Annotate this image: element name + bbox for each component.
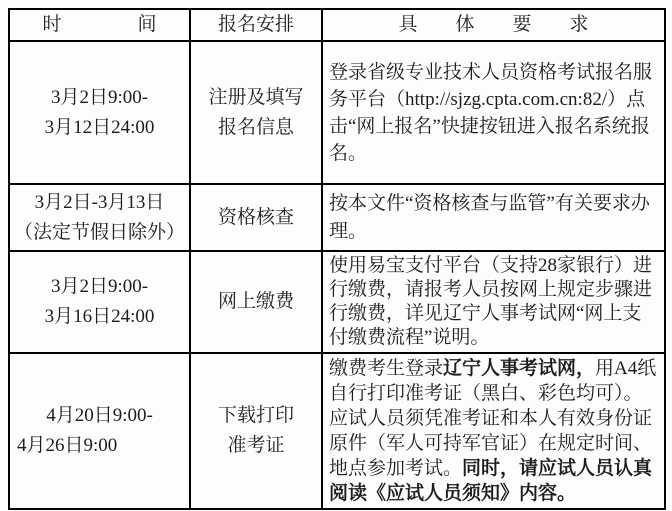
cell-time-register bbox=[9, 41, 190, 184]
table-row-qualification-check bbox=[9, 184, 665, 251]
time-line-1: 3月2日9:00- bbox=[50, 276, 149, 297]
requirement-text bbox=[323, 354, 664, 508]
time-line-1: 3月2日9:00- bbox=[50, 86, 149, 108]
requirement-segment-3: 用A4纸自行打印准考证（黑白、彩色均可）。应试人员须凭准考证和本人有效身份证原件（军人可持军官证）在规定时间、地点参加考试。 bbox=[329, 358, 657, 479]
cell-arrangement-register bbox=[190, 41, 322, 184]
time-line-1: 3月2日-3月13日 bbox=[34, 191, 165, 213]
time-line-2: 3月16日24:00 bbox=[44, 306, 155, 327]
requirement-part-2: 点击“网上报名”快捷按钮进入报名系统报名。 bbox=[329, 88, 650, 164]
header-time: 时 间 bbox=[9, 9, 190, 41]
arrangement-line-1: 下载打印 bbox=[217, 405, 294, 426]
cell-requirement-print bbox=[322, 353, 665, 509]
time-line-2: 3月12日24:00 bbox=[44, 116, 155, 138]
table-row-register bbox=[9, 41, 665, 184]
cell-time-print bbox=[9, 353, 190, 509]
requirement-text: 使用易宝支付平台（支持28家银行）进行缴费，请报考人员按网上规定步骤进行缴费，详见辽宁人事考试网“网上支付缴费流程”说明。 bbox=[329, 255, 653, 348]
cell-requirement-register bbox=[322, 41, 665, 184]
requirement-text bbox=[323, 57, 664, 169]
cell-requirement-payment bbox=[322, 251, 665, 353]
arrangement-line-1: 注册及填写 bbox=[208, 86, 304, 108]
arrangement-line-2: 准考证 bbox=[227, 435, 285, 456]
cell-time-payment bbox=[9, 251, 190, 353]
requirement-segment-2-bold: 辽宁人事考试网， bbox=[443, 358, 596, 379]
table-row-print-ticket bbox=[9, 353, 665, 509]
time-line-2: 4月26日9:00 bbox=[17, 435, 118, 456]
cell-time-qualification bbox=[9, 184, 190, 251]
cell-requirement-qualification bbox=[322, 184, 665, 251]
cell-arrangement-print bbox=[190, 353, 322, 509]
arrangement-line-1: 资格核查 bbox=[217, 206, 294, 228]
arrangement-line-2: 报名信息 bbox=[217, 116, 294, 138]
cell-arrangement-payment bbox=[190, 251, 322, 353]
registration-schedule-table bbox=[8, 8, 666, 510]
table-header-row bbox=[9, 9, 665, 41]
requirement-segment-4-bold: 同时，请应试人员认真阅读《应试人员须知》内容。 bbox=[329, 458, 653, 504]
time-line-2: （法定节假日除外） bbox=[13, 221, 185, 243]
header-requirement: 具 体 要 求 bbox=[322, 9, 665, 41]
requirement-text: 按本文件“资格核查与监管”有关要求办理。 bbox=[329, 192, 650, 242]
requirement-part-1: 登录省级专业技术人员资格考试报名服务平台 bbox=[329, 61, 653, 110]
table-row-payment bbox=[9, 251, 665, 353]
header-arrangement: 报名安排 bbox=[190, 9, 322, 41]
time-line-1: 4月20日9:00- bbox=[46, 405, 153, 426]
arrangement-line-1: 网上缴费 bbox=[217, 291, 294, 312]
requirement-segment-1: 缴费考生登录 bbox=[329, 358, 444, 379]
registration-url: （http://sjzg.cpta.com.cn:82/） bbox=[386, 88, 627, 110]
cell-arrangement-qualification bbox=[190, 184, 322, 251]
